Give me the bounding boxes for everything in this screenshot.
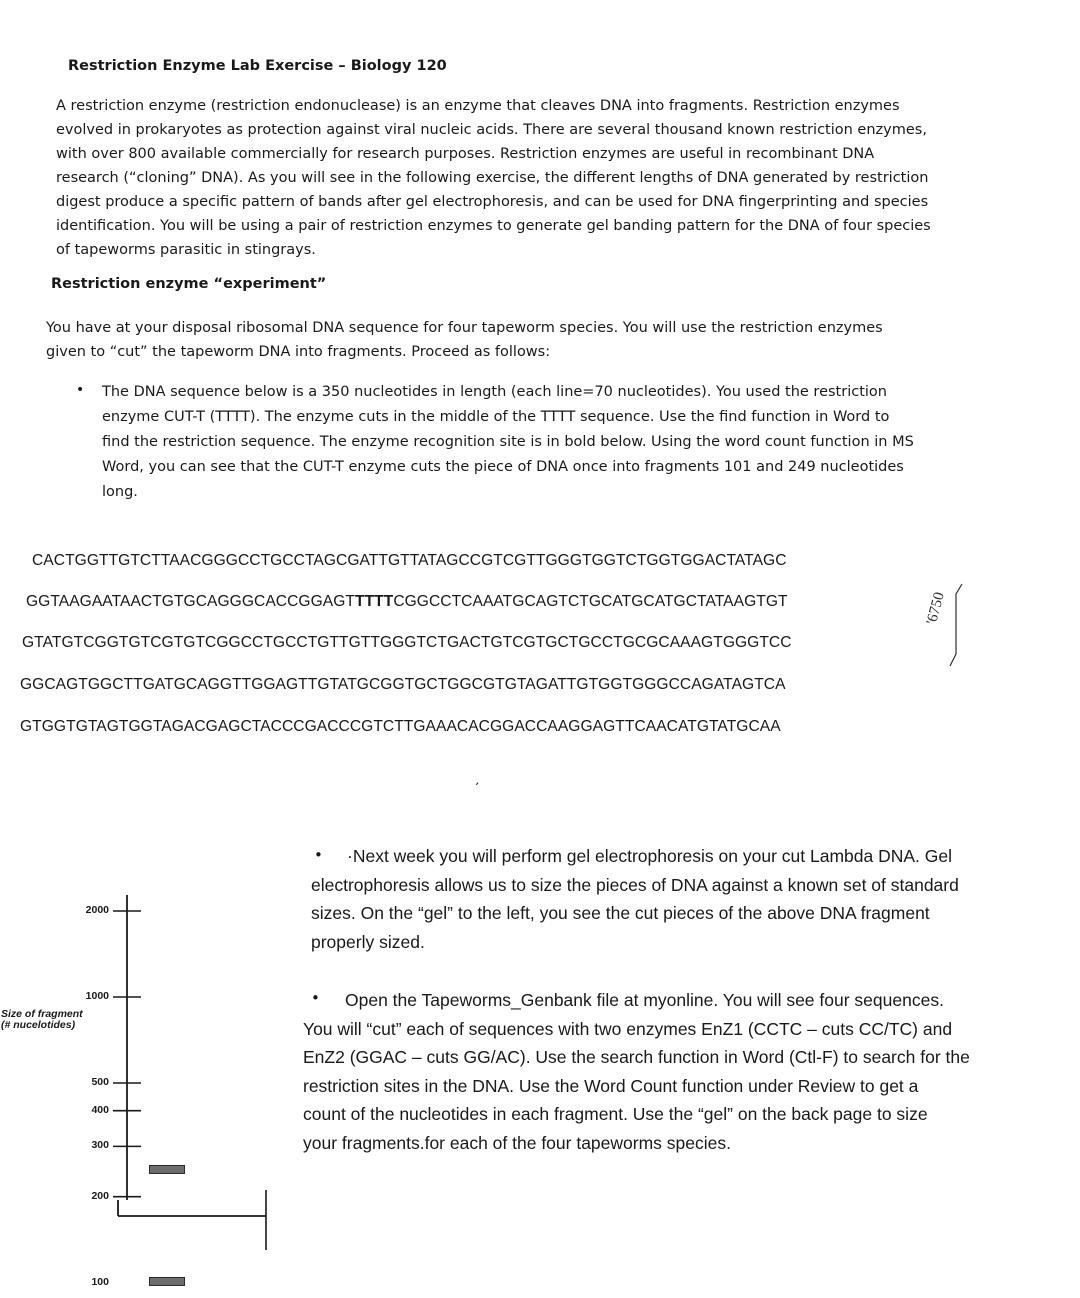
step3-line: EnZ2 (GGAC – cuts GG/AC). Use the search function in Word (Ctl-F) to search for the [303, 1047, 970, 1067]
gel-tick-label: 300 [91, 1139, 109, 1152]
dna-sequence-line [26, 593, 788, 611]
gel-band [149, 1277, 185, 1286]
margin-bracket-icon [924, 580, 974, 680]
step2-line: properly sized. [311, 931, 425, 952]
step3-line: Open the Tapeworms_Genbank file at myonline. You will see four sequences. [345, 990, 944, 1010]
document-title: Restriction Enzyme Lab Exercise – Biology 120 [68, 58, 447, 74]
gel-tick-label: 500 [91, 1076, 109, 1088]
gel-tick-label: 2000 [85, 904, 109, 916]
intro-line: evolved in prokaryotes as protection against viral nucleic acids. There are several thousand known restriction enzymes, [56, 122, 927, 138]
intro-paragraph [56, 94, 1016, 262]
bullet-icon: • [311, 989, 320, 1007]
intro-line: A restriction enzyme (restriction endonuclease) is an enzyme that cleaves DNA into fragments. Restriction enzymes [56, 98, 900, 114]
bullet-icon: • [76, 382, 85, 398]
step1-line: enzyme CUT-T (TTTT). The enzyme cuts in the middle of the TTTT sequence. Use the find function in Word to [102, 409, 890, 425]
intro-line: digest produce a specific pattern of bands after gel electrophoresis, and can be used for DNA fingerprinting and species [56, 194, 929, 210]
step3-line: You will “cut” each of sequences with two enzymes EnZ1 (CCTC – cuts CC/TC) and [303, 1018, 953, 1039]
recognition-site: TTTT [355, 593, 394, 610]
step3-line: restriction sites in the DNA. Use the Word Count function under Review to get a [303, 1075, 919, 1096]
stray-mark: ’ [471, 779, 481, 795]
step2-line: ·Next week you will perform gel electrophoresis on your cut Lambda DNA. Gel [347, 846, 952, 866]
bullet-icon: • [314, 846, 323, 864]
step2-line: sizes. On the “gel” to the left, you see the cut pieces of the above DNA fragment [311, 903, 930, 923]
step2-line: electrophoresis allows us to size the pieces of DNA against a known set of standard [311, 874, 959, 895]
dna-sequence-line: GTGGTGTAGTGGTAGACGAGCTACCCGACCCGTCTTGAAACACGGACCAAGGAGTTCAACATGTATGCAA [20, 718, 781, 735]
handwritten-margin-note: '6750 [923, 590, 948, 627]
dna-sequence-segment: GGTAAGAATAACTGTGCAGGGCACCGGAGT [26, 593, 355, 610]
intro-line: of tapeworms parasitic in stingrays. [56, 242, 316, 258]
step1-line: long. [102, 484, 138, 500]
section-heading: Restriction enzyme “experiment” [51, 276, 327, 292]
gel-axes [0, 880, 300, 1260]
step1-line: find the restriction sequence. The enzyme recognition site is in bold below. Using the word count function in MS [102, 434, 914, 450]
gel-axis-label-line: Size of fragment [1, 1008, 83, 1020]
intro-line: with over 800 available commercially for research purposes. Restriction enzymes are useful in recombinant DNA [56, 146, 875, 162]
gel-axis-label-line: (# nucelotides) [1, 1019, 76, 1031]
instructions-paragraph [46, 316, 883, 364]
intro-line: identification. You will be using a pair of restriction enzymes to generate gel banding pattern for the DNA of four species [56, 218, 931, 234]
dna-sequence-segment: CGGCCTCAAATGCAGTCTGCATGCATGCTATAAGTGT [393, 593, 788, 610]
gel-tick-label: 400 [91, 1103, 109, 1116]
gel-tick-label: 100 [91, 1275, 109, 1288]
step3-line: count of the nucleotides in each fragment. Use the “gel” on the back page to size [303, 1104, 928, 1124]
dna-sequence-line: GTATGTCGGTGTCGTGTCGGCCTGCCTGTTGTTGGGTCTGACTGTCGTGCTGCCTGCGCAAAGTGGGTCC [22, 634, 792, 651]
dna-sequence-line: CACTGGTTGTCTTAACGGGCCTGCCTAGCGATTGTTATAGCCGTCGTTGGGTGGTCTGGTGGACTATAGC [32, 552, 787, 569]
instruction-line: You have at your disposal ribosomal DNA sequence for four tapeworm species. You will use the restriction enzymes [46, 320, 883, 336]
intro-line: research (“cloning” DNA). As you will see in the following exercise, the different lengths of DNA generated by restriction [56, 170, 929, 186]
step1-line: Word, you can see that the CUT-T enzyme cuts the piece of DNA once into fragments 101 and 249 nucleotides [102, 459, 904, 475]
dna-sequence-line: GGCAGTGGCTTGATGCAGGTTGGAGTTGTATGCGGTGCTGGCGTGTAGATTGTGGTGGGCCAGATAGTCA [20, 676, 786, 693]
step1-line: The DNA sequence below is a 350 nucleotides in length (each line=70 nucleotides). You used the restriction [102, 384, 887, 400]
step1-paragraph [102, 380, 1012, 505]
step2-paragraph [311, 842, 959, 956]
gel-tick-label: 1000 [85, 990, 109, 1002]
gel-band [149, 1165, 185, 1174]
step3-paragraph [303, 986, 970, 1157]
instruction-line: given to “cut” the tapeworm DNA into fragments. Proceed as follows: [46, 344, 551, 360]
step3-line: your fragments.for each of the four tapeworms species. [303, 1132, 731, 1153]
gel-tick-label: 200 [91, 1189, 109, 1202]
